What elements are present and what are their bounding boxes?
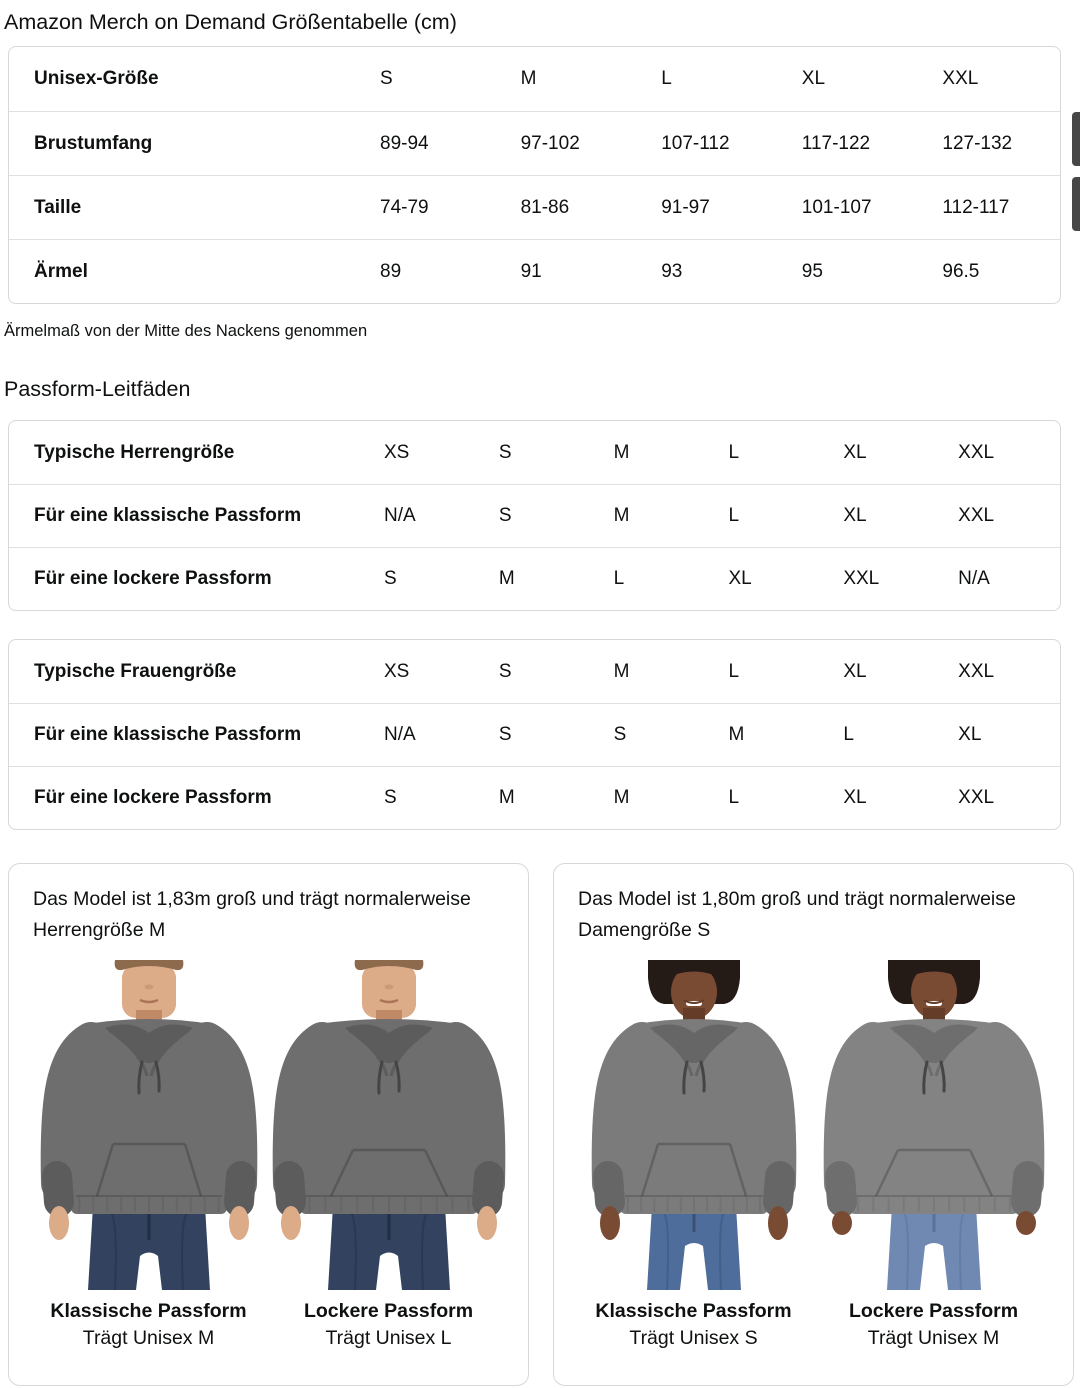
fit-cell: N/A <box>958 568 990 589</box>
row-label: Unisex-Größe <box>34 68 159 89</box>
fit-cell: L <box>728 660 740 682</box>
fit-cell: L <box>843 724 854 745</box>
fit-cell: S <box>498 505 512 526</box>
fit-cell: L <box>613 568 625 589</box>
women-fit-table <box>8 639 1061 830</box>
fit-cell: XXL <box>958 441 995 463</box>
column-header: L <box>661 68 672 89</box>
table-scrollbar-thumb[interactable] <box>1072 112 1080 166</box>
fit-cell: XS <box>384 660 410 682</box>
fit-cell: XXL <box>958 787 995 808</box>
table-row <box>9 421 1060 484</box>
size-cell: 91 <box>520 260 542 282</box>
size-cell: 96.5 <box>942 260 980 282</box>
fit-cell: M <box>498 568 515 589</box>
fit-caption: Klassische Passform <box>50 1300 247 1322</box>
size-cell: 101-107 <box>801 196 872 218</box>
fit-cell: M <box>613 441 630 463</box>
column-header: XL <box>801 68 826 89</box>
fit-cell: XL <box>843 660 867 682</box>
column-header: XXL <box>942 68 979 89</box>
model-description: Das Model ist 1,83m groß und trägt normalerweise Herrengröße M <box>33 888 471 941</box>
fit-cell: M <box>613 787 630 808</box>
table-row <box>9 703 1060 766</box>
row-label: Taille <box>34 196 82 218</box>
page-title: Amazon Merch on Demand Größentabelle (cm) <box>4 10 457 34</box>
size-cell: 89-94 <box>380 132 429 154</box>
size-cell: 107-112 <box>661 132 730 154</box>
row-label: Für eine lockere Passform <box>34 568 272 589</box>
row-label: Typische Frauengröße <box>34 660 237 682</box>
size-cell: 97-102 <box>520 132 580 154</box>
male-model-card <box>8 863 529 1386</box>
fit-cell: S <box>384 568 397 589</box>
fit-cell: M <box>613 505 630 526</box>
size-cell: 74-79 <box>380 196 429 218</box>
fit-cell: S <box>498 441 512 463</box>
size-caption: Trägt Unisex L <box>325 1327 452 1349</box>
row-label: Brustumfang <box>34 132 153 154</box>
model-figure <box>271 960 507 1353</box>
fit-cell: XL <box>843 787 867 808</box>
size-caption: Trägt Unisex M <box>867 1327 1000 1349</box>
model-cards <box>8 863 1072 1386</box>
table-header-row <box>9 47 1060 111</box>
model-description: Das Model ist 1,80m groß und trägt normalerweise Damengröße S <box>578 888 1016 941</box>
fit-cell: S <box>498 660 512 682</box>
fit-caption: Lockere Passform <box>303 1300 474 1322</box>
table-scrollbar-thumb[interactable] <box>1072 177 1080 231</box>
fit-cell: M <box>728 724 745 745</box>
men-fit-table <box>8 420 1061 611</box>
column-header: S <box>380 68 393 89</box>
model-photo-loose-l <box>271 960 507 1290</box>
fit-cell: N/A <box>384 724 416 745</box>
fit-cell: XL <box>843 505 867 526</box>
model-photo-classic-m <box>31 960 267 1290</box>
size-cell: 95 <box>801 260 823 282</box>
fit-cell: XS <box>384 441 410 463</box>
row-label: Typische Herrengröße <box>34 441 235 463</box>
table-row <box>9 547 1060 610</box>
table-row <box>9 766 1060 829</box>
fit-cell: L <box>728 787 740 808</box>
fit-guides-heading: Passform-Leitfäden <box>4 377 191 401</box>
column-header: M <box>520 68 537 89</box>
fit-cell: XXL <box>958 660 995 682</box>
model-figures <box>576 960 1051 1353</box>
fit-cell: XL <box>958 724 982 745</box>
sleeve-measure-note: Ärmelmaß von der Mitte des Nackens genommen <box>4 322 368 340</box>
fit-cell: S <box>384 787 397 808</box>
size-cell: 127-132 <box>942 132 1013 154</box>
table-row-waist <box>9 175 1060 239</box>
fit-cell: N/A <box>384 505 416 526</box>
table-row <box>9 640 1060 703</box>
fit-cell: S <box>613 724 627 745</box>
size-caption: Trägt Unisex S <box>629 1327 758 1349</box>
unisex-size-table <box>8 46 1061 304</box>
table-row <box>9 484 1060 547</box>
size-cell: 91-97 <box>661 196 710 218</box>
size-cell: 117-122 <box>801 132 871 154</box>
size-cell: 93 <box>661 260 683 282</box>
fit-caption: Klassische Passform <box>595 1300 792 1322</box>
size-cell: 112-117 <box>942 196 1010 218</box>
model-figure <box>31 960 267 1353</box>
row-label: Für eine klassische Passform <box>34 724 302 745</box>
female-model-card <box>553 863 1074 1386</box>
fit-cell: XL <box>843 441 867 463</box>
size-cell: 89 <box>380 260 402 282</box>
model-figure <box>816 960 1052 1353</box>
fit-cell: M <box>498 787 515 808</box>
fit-cell: XL <box>728 568 752 589</box>
model-figures <box>31 960 506 1353</box>
fit-cell: XXL <box>958 505 995 526</box>
model-photo-classic-s <box>576 960 812 1290</box>
row-label: Für eine lockere Passform <box>34 787 272 808</box>
table-row-sleeve <box>9 239 1060 303</box>
table-row-chest <box>9 111 1060 175</box>
size-caption: Trägt Unisex M <box>82 1327 215 1349</box>
row-label: Für eine klassische Passform <box>34 505 302 526</box>
model-photo-loose-m <box>816 960 1052 1290</box>
fit-cell: S <box>498 724 512 745</box>
fit-cell: M <box>613 660 630 682</box>
row-label: Ärmel <box>34 260 88 282</box>
size-cell: 81-86 <box>520 196 570 218</box>
fit-caption: Lockere Passform <box>848 1300 1019 1322</box>
fit-cell: L <box>728 505 740 526</box>
fit-cell: XXL <box>843 568 880 589</box>
model-figure <box>576 960 812 1353</box>
fit-cell: L <box>728 441 740 463</box>
